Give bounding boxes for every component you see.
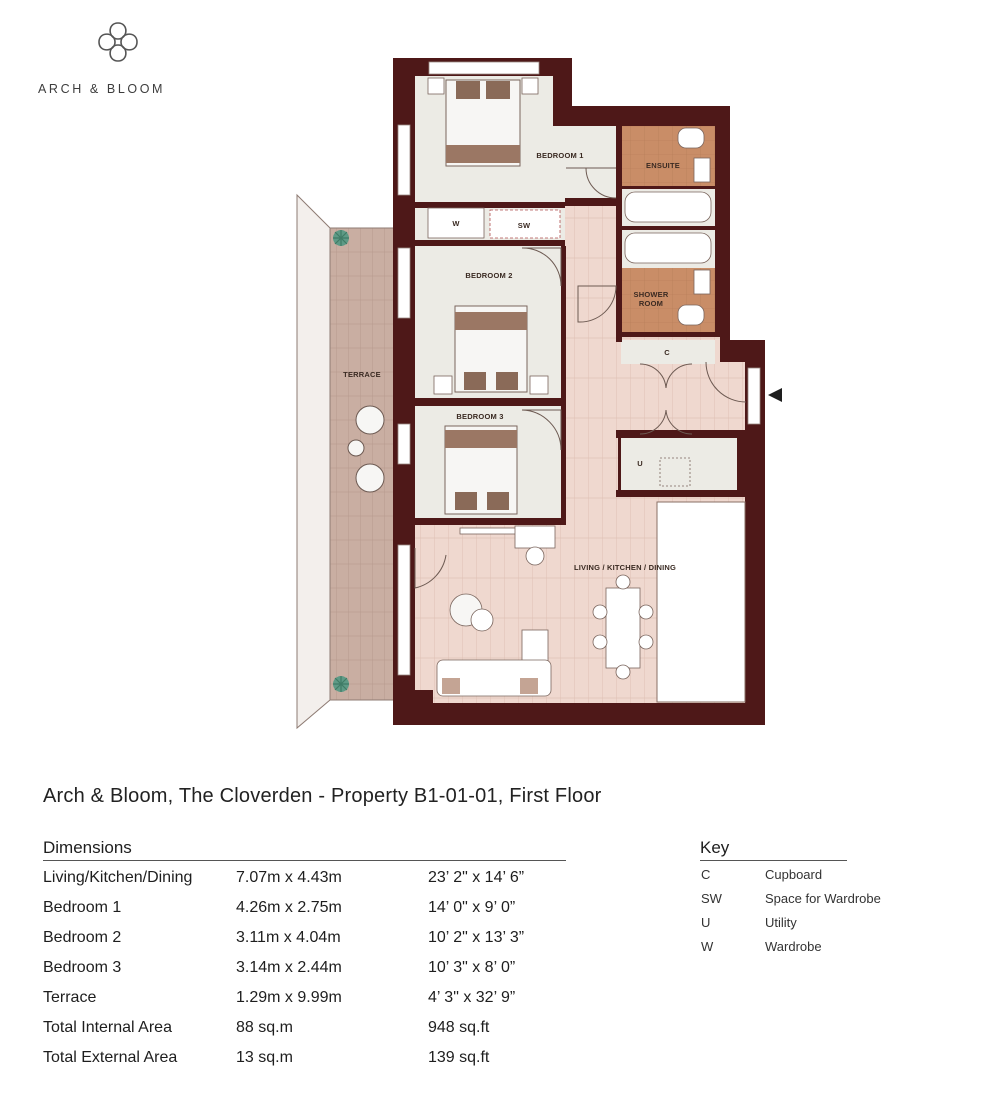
metric-size: 3.11m x 4.04m [236, 929, 341, 946]
label-cupboard: C [664, 348, 670, 357]
dimension-row [43, 1041, 566, 1071]
key-item [700, 885, 881, 909]
metric-size: 1.29m x 9.99m [236, 989, 342, 1006]
key-item [700, 933, 847, 957]
brand-name: ARCH & BLOOM [38, 82, 166, 96]
dimension-row [43, 981, 566, 1011]
label-shower-room: ROOM [638, 299, 664, 308]
key-label: Utility [765, 915, 797, 930]
label-living: LIVING / KITCHEN / DINING [573, 563, 677, 572]
label-bedroom-3: BEDROOM 3 [456, 412, 504, 421]
key-code: C [701, 867, 711, 882]
plant-icon [333, 230, 349, 246]
label-bedroom-1: BEDROOM 1 [536, 151, 584, 160]
label-w: W [452, 219, 460, 228]
room-name: Total External Area [43, 1049, 178, 1066]
imperial-size: 14’ 0" x 9’ 0” [428, 899, 516, 916]
dimension-row [43, 891, 566, 921]
dimension-row [43, 921, 566, 951]
key-item [700, 861, 847, 885]
label-ensuite: ENSUITE [646, 161, 680, 170]
label-terrace: TERRACE [343, 370, 381, 379]
label-sw: SW [517, 221, 531, 230]
label-shower: SHOWER [633, 290, 669, 299]
dimension-row [43, 1011, 566, 1041]
room-name: Bedroom 1 [43, 899, 122, 916]
terrace [297, 195, 394, 728]
label-bedroom-2: BEDROOM 2 [465, 271, 513, 280]
room-name: Bedroom 2 [43, 929, 122, 946]
dimension-row [43, 861, 566, 891]
metric-size: 13 sq.m [236, 1049, 293, 1066]
dimensions-table [43, 838, 566, 1071]
key-code: SW [701, 891, 722, 906]
imperial-size: 948 sq.ft [428, 1019, 490, 1036]
label-utility: U [637, 459, 643, 468]
key-label: Wardrobe [765, 939, 822, 954]
room-name: Living/Kitchen/Dining [43, 869, 193, 886]
dimensions-heading: Dimensions [43, 838, 566, 861]
key-heading: Key [700, 838, 847, 861]
imperial-size: 10’ 2" x 13’ 3” [428, 929, 525, 946]
key-label: Cupboard [765, 867, 823, 882]
imperial-size: 4’ 3" x 32’ 9” [428, 989, 516, 1006]
imperial-size: 10’ 3" x 8’ 0” [428, 959, 516, 976]
imperial-size: 139 sq.ft [428, 1049, 490, 1066]
room-name: Total Internal Area [43, 1019, 172, 1036]
key-label: Space for Wardrobe [765, 891, 881, 906]
room-name: Terrace [43, 989, 97, 1006]
entrance-arrow-icon [768, 388, 782, 402]
metric-size: 4.26m x 2.75m [236, 899, 342, 916]
metric-size: 3.14m x 2.44m [236, 959, 342, 976]
imperial-size: 23’ 2" x 14’ 6” [428, 869, 525, 886]
dimension-row [43, 951, 566, 981]
metric-size: 7.07m x 4.43m [236, 869, 342, 886]
key-legend [700, 838, 881, 957]
key-item [700, 909, 847, 933]
plant-icon [333, 676, 349, 692]
key-code: U [701, 915, 711, 930]
property-title: Arch & Bloom, The Cloverden - Property B1-01-01, First Floor [43, 785, 602, 807]
metric-size: 88 sq.m [236, 1019, 293, 1036]
key-code: W [701, 939, 714, 954]
room-name: Bedroom 3 [43, 959, 122, 976]
